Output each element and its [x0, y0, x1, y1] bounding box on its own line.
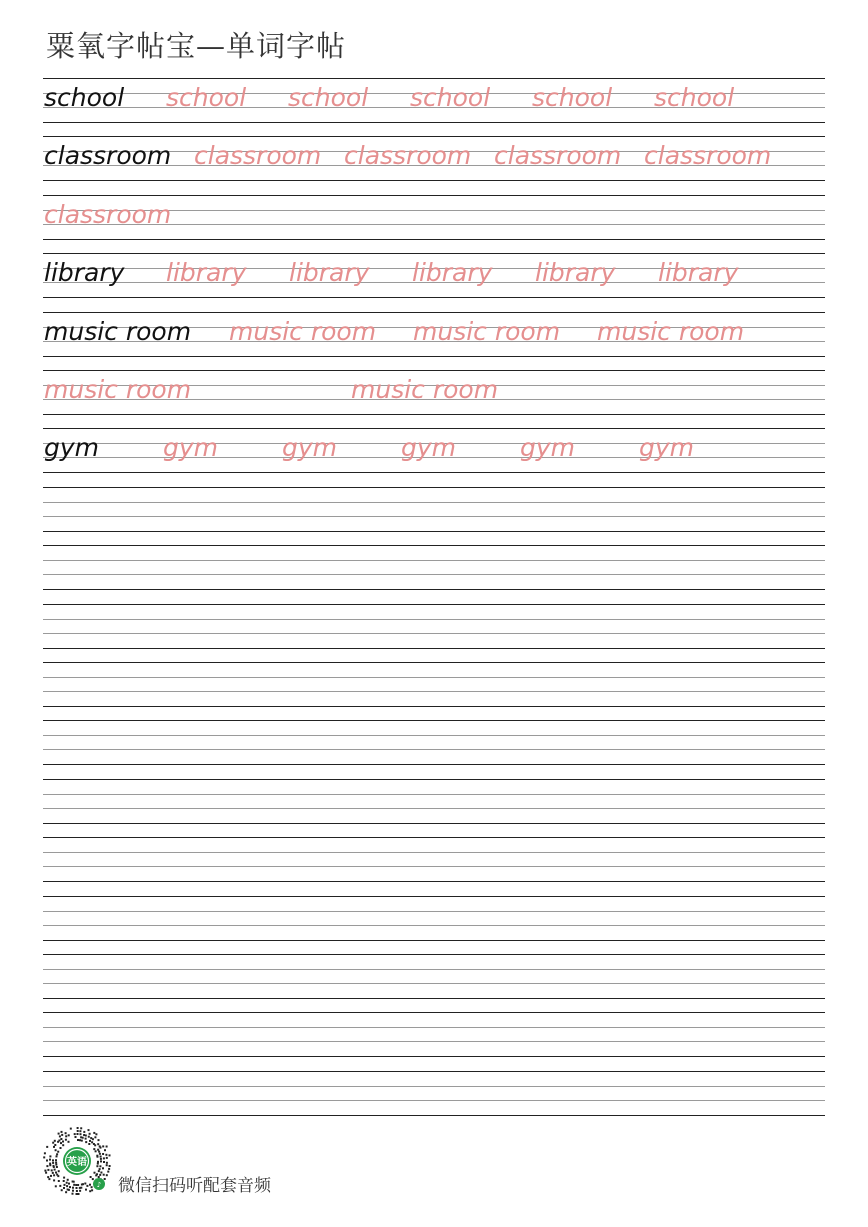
- trace-word: school: [532, 83, 613, 112]
- ruling-line: [43, 574, 825, 575]
- ruling-line: [43, 531, 825, 532]
- ruling-line: [43, 1071, 825, 1072]
- trace-word: music room: [44, 375, 192, 404]
- trace-word: classroom: [194, 141, 322, 171]
- trace-word: music room: [351, 375, 499, 404]
- trace-word: classroom: [44, 199, 172, 229]
- model-word: gym: [44, 433, 100, 463]
- ruling-line: [43, 1012, 825, 1013]
- ruling-line: [43, 911, 825, 912]
- ruling-line: [43, 969, 825, 970]
- ruling-line: [43, 472, 825, 473]
- trace-word: gym: [282, 433, 338, 463]
- trace-word: school: [166, 83, 247, 112]
- ruling-line: [43, 852, 825, 853]
- svg-text:♪: ♪: [96, 1181, 102, 1189]
- ruling-line: [43, 954, 825, 955]
- ruling-line: [43, 983, 825, 984]
- trace-word: gym: [520, 433, 576, 463]
- trace-word: school: [654, 83, 735, 112]
- qr-badge-label: 英语: [67, 1157, 87, 1168]
- ruling-line: [43, 239, 825, 240]
- ruling-line: [43, 764, 825, 765]
- ruling-line: [43, 516, 825, 517]
- ruling-line: [43, 677, 825, 678]
- ruling-line: [43, 837, 825, 838]
- trace-word: music room: [413, 316, 561, 346]
- ruling-line: [43, 414, 825, 415]
- ruling-line: [43, 691, 825, 692]
- trace-word: gym: [639, 433, 695, 463]
- ruling-line: [43, 633, 825, 634]
- ruling-line: [43, 648, 825, 649]
- ruling-line: [43, 428, 825, 429]
- ruling-line: [43, 619, 825, 620]
- ruling-line: [43, 735, 825, 736]
- ruling-line: [43, 545, 825, 546]
- ruling-line: [43, 749, 825, 750]
- ruling-line: [43, 940, 825, 941]
- model-word: library: [44, 258, 125, 288]
- ruling-line: [43, 720, 825, 721]
- model-word: classroom: [44, 141, 172, 171]
- ruling-line: [43, 1100, 825, 1101]
- ruling-line: [43, 779, 825, 780]
- ruling-line: [43, 370, 825, 371]
- ruling-line: [43, 560, 825, 561]
- ruling-line: [43, 808, 825, 809]
- trace-word: gym: [163, 433, 219, 463]
- ruling-line: [43, 1115, 825, 1116]
- ruling-line: [43, 925, 825, 926]
- trace-word: library: [289, 258, 370, 288]
- trace-word: music room: [597, 316, 745, 346]
- trace-word: library: [412, 258, 493, 288]
- model-word: music room: [44, 316, 192, 346]
- trace-word: library: [658, 258, 739, 288]
- footer: [40, 1124, 340, 1204]
- page-title: 粟氧字帖宝—单词字帖: [46, 29, 347, 63]
- model-word: school: [44, 83, 125, 112]
- trace-word: classroom: [344, 141, 472, 171]
- trace-word: classroom: [644, 141, 772, 171]
- qr-code-icon[interactable]: [40, 1124, 114, 1198]
- footer-caption: 微信扫码听配套音频: [118, 1176, 271, 1196]
- ruling-line: [43, 823, 825, 824]
- ruling-line: [43, 122, 825, 123]
- ruling-line: [43, 297, 825, 298]
- ruling-line: [43, 253, 825, 254]
- ruling-line: [43, 998, 825, 999]
- trace-word: gym: [401, 433, 457, 463]
- ruling-line: [43, 312, 825, 313]
- ruling-line: [43, 604, 825, 605]
- ruling-line: [43, 78, 825, 79]
- trace-word: school: [288, 83, 369, 112]
- ruling-line: [43, 487, 825, 488]
- ruling-line: [43, 706, 825, 707]
- ruling-line: [43, 1086, 825, 1087]
- ruling-line: [43, 866, 825, 867]
- ruling-line: [43, 881, 825, 882]
- ruling-line: [43, 1041, 825, 1042]
- trace-word: classroom: [494, 141, 622, 171]
- trace-word: library: [535, 258, 616, 288]
- ruling-line: [43, 195, 825, 196]
- ruling-line: [43, 502, 825, 503]
- ruling-line: [43, 662, 825, 663]
- ruling-line: [43, 896, 825, 897]
- ruling-line: [43, 1027, 825, 1028]
- trace-word: library: [166, 258, 247, 288]
- ruling-line: [43, 589, 825, 590]
- ruling-line: [43, 180, 825, 181]
- ruling-line: [43, 356, 825, 357]
- ruling-line: [43, 1056, 825, 1057]
- trace-word: music room: [229, 316, 377, 346]
- trace-word: school: [410, 83, 491, 112]
- ruling-line: [43, 794, 825, 795]
- ruling-line: [43, 136, 825, 137]
